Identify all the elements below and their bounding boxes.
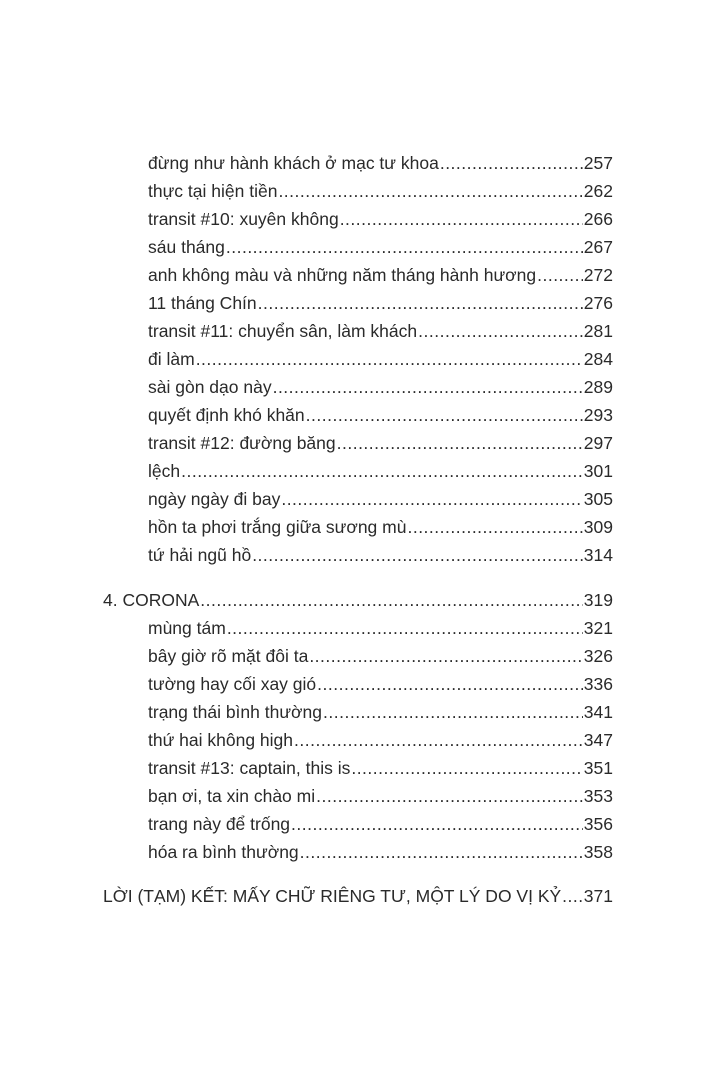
toc-entry <box>148 700 613 724</box>
toc-entry-page: 305 <box>583 489 613 509</box>
toc-entry-page: 341 <box>583 702 613 722</box>
toc-entry-page: 309 <box>583 517 613 537</box>
dot-leader <box>340 207 583 231</box>
dot-leader <box>196 347 583 371</box>
dot-leader <box>537 263 583 287</box>
dot-leader <box>273 375 583 399</box>
toc-entry-title: transit #12: đường băng <box>148 433 336 453</box>
toc-chapter-page: 319 <box>583 590 613 610</box>
toc-entry-title: thứ hai không high <box>148 730 294 750</box>
toc-entry-page: 267 <box>583 237 613 257</box>
toc-closing-title: LỜI (TẠM) KẾT: MẤY CHỮ RIÊNG TƯ, MỘT LÝ DO VỊ KỶ <box>103 886 562 906</box>
dot-leader <box>418 319 583 343</box>
dot-leader <box>317 672 583 696</box>
toc-entry <box>148 403 613 427</box>
toc-entry <box>148 616 613 640</box>
dot-leader <box>562 884 583 908</box>
dot-leader <box>200 588 583 612</box>
toc-entry-title: sài gòn dạo này <box>148 377 272 397</box>
toc-entry-page: 321 <box>583 618 613 638</box>
toc-entry-page: 293 <box>583 405 613 425</box>
toc-entry-page: 284 <box>583 349 613 369</box>
toc-entry <box>148 431 613 455</box>
toc-entry-title: thực tại hiện tiền <box>148 181 278 201</box>
toc-entry-page: 297 <box>583 433 613 453</box>
toc-entry-page: 266 <box>583 209 613 229</box>
toc-entry-title: anh không màu và những năm tháng hành hương <box>148 265 537 285</box>
toc-entry-page: 262 <box>583 181 613 201</box>
toc-chapter-title: 4. CORONA <box>103 590 200 610</box>
dot-leader <box>227 616 583 640</box>
toc-entry-title: sáu tháng <box>148 237 225 257</box>
toc-entry-page: 336 <box>583 674 613 694</box>
toc-entry-title: tường hay cối xay gió <box>148 674 317 694</box>
toc-entry <box>148 644 613 668</box>
dot-leader <box>316 784 583 808</box>
toc-entry-page: 353 <box>583 786 613 806</box>
dot-leader <box>300 840 583 864</box>
toc-entry-page: 358 <box>583 842 613 862</box>
toc-entry-title: lệch <box>148 461 181 481</box>
toc-entry <box>148 375 613 399</box>
dot-leader <box>407 515 582 539</box>
toc-entry-page: 356 <box>583 814 613 834</box>
toc-entry-title: tứ hải ngũ hồ <box>148 545 252 565</box>
toc-entry-page: 289 <box>583 377 613 397</box>
toc-entry <box>148 672 613 696</box>
toc-entry-title: quyết định khó khăn <box>148 405 305 425</box>
dot-leader <box>337 431 583 455</box>
toc-entry-title: transit #10: xuyên không <box>148 209 339 229</box>
toc-entry-title: mùng tám <box>148 618 226 638</box>
toc-entry <box>148 235 613 259</box>
toc-entry-title: hồn ta phơi trắng giữa sương mù <box>148 517 407 537</box>
toc-entry <box>148 756 613 780</box>
toc-entry <box>148 487 613 511</box>
toc-entry <box>148 840 613 864</box>
toc-entry-page: 314 <box>583 545 613 565</box>
toc-entry-title: bây giờ rõ mặt đôi ta <box>148 646 309 666</box>
toc-entry <box>148 151 613 175</box>
toc-entry <box>148 515 613 539</box>
toc-entry-title: đi làm <box>148 349 195 369</box>
dot-leader <box>351 756 582 780</box>
dot-leader <box>278 179 582 203</box>
dot-leader <box>323 700 583 724</box>
toc-entry <box>148 812 613 836</box>
toc-entry <box>148 263 613 287</box>
toc-entry-page: 326 <box>583 646 613 666</box>
dot-leader <box>440 151 583 175</box>
toc-entry-page: 257 <box>583 153 613 173</box>
toc-entry <box>148 319 613 343</box>
toc-closing-heading <box>103 884 613 908</box>
toc-entry-page: 301 <box>583 461 613 481</box>
toc-chapter-heading <box>103 588 613 612</box>
toc-entry <box>148 784 613 808</box>
toc-entry-title: trang này để trống <box>148 814 291 834</box>
toc-entry <box>148 207 613 231</box>
toc-entry-title: ngày ngày đi bay <box>148 489 281 509</box>
toc-entry-page: 281 <box>583 321 613 341</box>
dot-leader <box>294 728 583 752</box>
dot-leader <box>258 291 583 315</box>
toc-closing-page: 371 <box>583 886 613 906</box>
toc-entry <box>148 543 613 567</box>
toc-entry-title: đừng như hành khách ở mạc tư khoa <box>148 153 439 173</box>
toc-entry-title: 11 tháng Chín <box>148 293 257 313</box>
toc-entry-title: transit #11: chuyển sân, làm khách <box>148 321 418 341</box>
toc-entry-page: 272 <box>583 265 613 285</box>
dot-leader <box>306 403 583 427</box>
dot-leader <box>309 644 582 668</box>
toc-entry <box>148 291 613 315</box>
dot-leader <box>291 812 583 836</box>
toc-entry <box>148 459 613 483</box>
toc-entry-title: hóa ra bình thường <box>148 842 299 862</box>
toc-entry <box>148 728 613 752</box>
toc-entry <box>148 179 613 203</box>
dot-leader <box>226 235 583 259</box>
toc-entry-title: transit #13: captain, this is <box>148 758 351 778</box>
toc-entry <box>148 347 613 371</box>
toc-entry-page: 351 <box>583 758 613 778</box>
toc-entry-page: 347 <box>583 730 613 750</box>
dot-leader <box>181 459 583 483</box>
toc-entry-title: bạn ơi, ta xin chào mi <box>148 786 316 806</box>
dot-leader <box>281 487 582 511</box>
dot-leader <box>252 543 583 567</box>
toc-entry-title: trạng thái bình thường <box>148 702 323 722</box>
toc-entry-page: 276 <box>583 293 613 313</box>
